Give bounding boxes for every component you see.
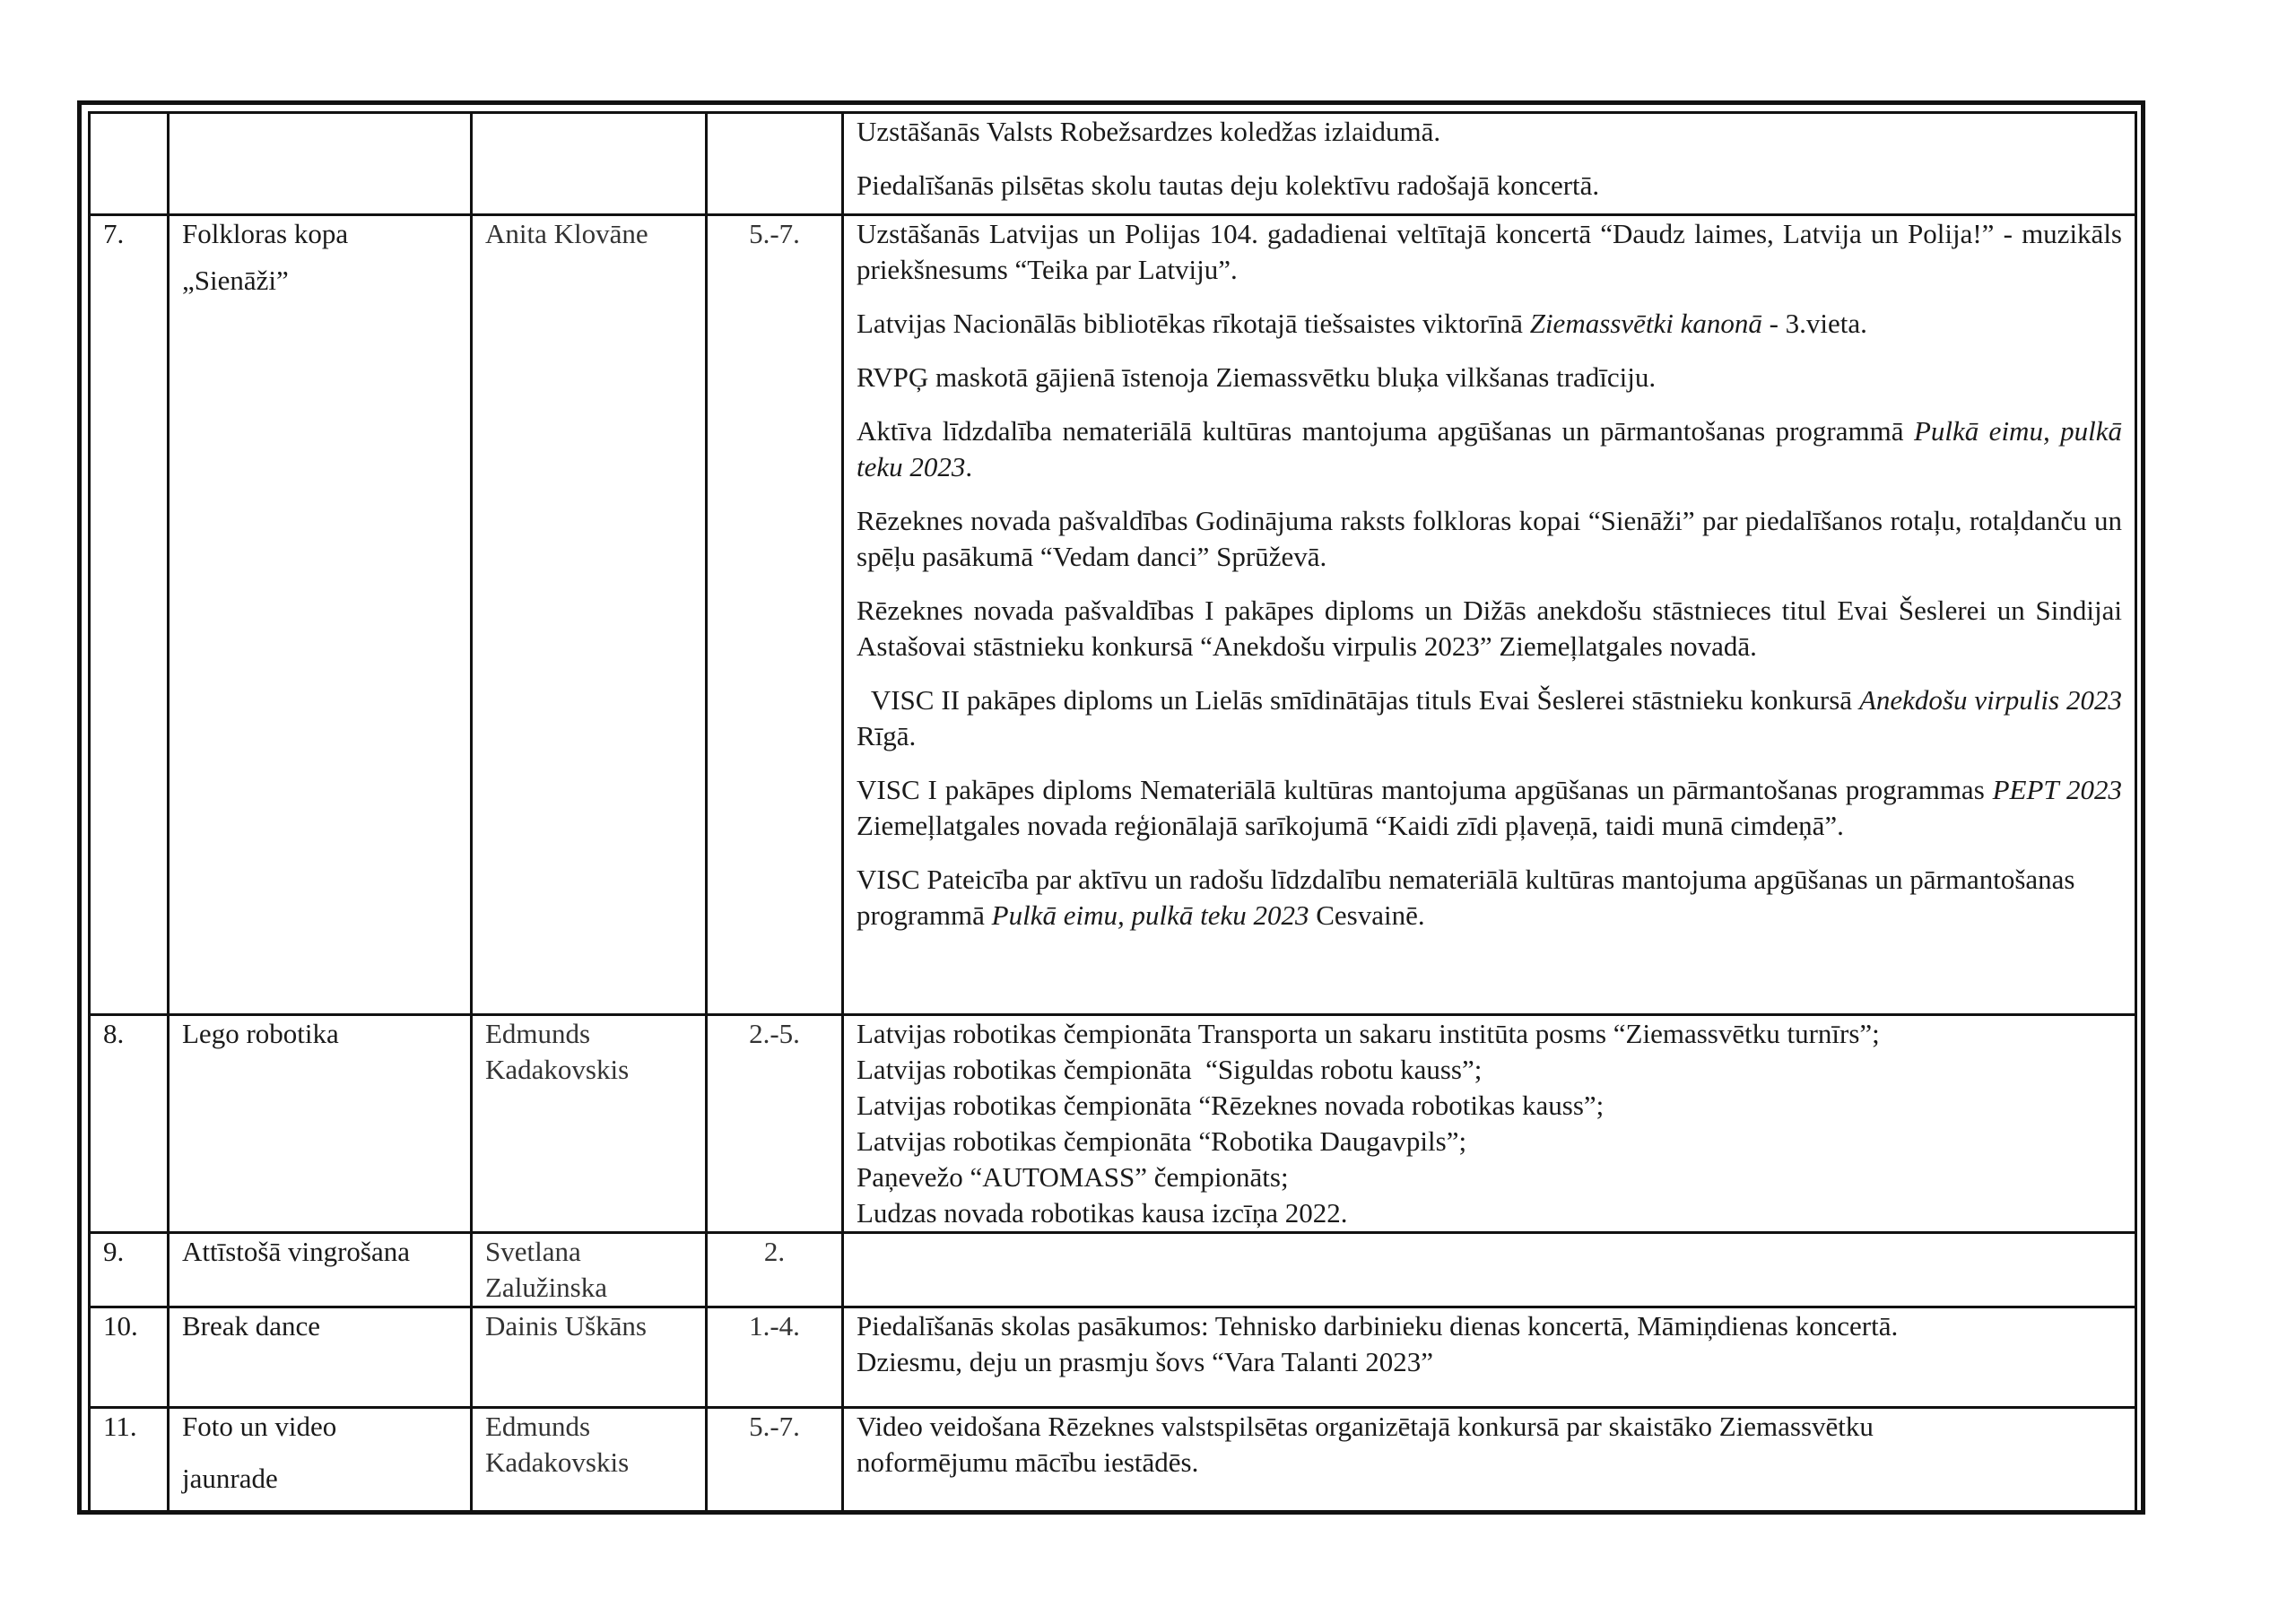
achievement-paragraph [857,772,2122,844]
text-run: Aktīva līdzdalība nemateriālā kultūras mantojuma apgūšanas un pārmantošanas programmā [857,415,1914,447]
text-run: VISC Pateicība par aktīvu un radošu līdzdalību nemateriālā kultūras mantojuma apgūšanas un pārmantošanas programmā [857,864,2075,931]
activity-name-cell: Attīstošā vingrošana [169,1233,472,1307]
leader-cell [472,1233,707,1307]
achievement-line: Ludzas novada robotikas kausa izcīņa 2022. [857,1197,1348,1229]
text-run: Latvijas Nacionālās bibliotēkas rīkotajā tiešsaistes viktorīnā [857,308,1530,339]
achievement-line: Latvijas robotikas čempionāta “Siguldas robotu kauss”; [857,1054,1483,1085]
activity-name: Folkloras kopa [182,218,349,249]
classes-cell [707,113,843,215]
achievement-line: Latvijas robotikas čempionāta Transporta un sakaru institūta posms “Ziemassvētku turnīrs”; [857,1018,1880,1049]
leader-name: Zalužinska [485,1272,608,1303]
italic-title: Ziemassvētki kanonā [1529,308,1762,339]
row-number-cell: 10. [90,1307,169,1408]
classes-cell: 2. [707,1233,843,1307]
achievement-paragraph: RVPĢ maskotā gājienā īstenoja Ziemassvētku bluķa vilkšanas tradīciju. [857,361,1657,393]
activity-name: Foto un video [182,1411,337,1442]
achievement-line: Latvijas robotikas čempionāta “Robotika Daugavpils”; [857,1125,1467,1157]
achievement-paragraph: Rēzeknes novada pašvaldības I pakāpes diploms un Dižās anekdošu stāstnieces titul Evai Šeslerei un Sindijai Astašovai stāstnieku konkursā “Anekdošu virpulis 2023” Ziemeļlatgales novadā. [857,595,2122,662]
achievements-cell [843,215,2136,1015]
activity-name: „Sienāži” [182,265,289,296]
table-row [90,215,2136,1015]
achievement-line: Piedalīšanās skolas pasākumos: Tehnisko darbinieku dienas koncertā, Māmiņdienas koncertā. [857,1310,1899,1342]
achievement-paragraph: Uzstāšanās Latvijas un Polijas 104. gadadienai veltītajā koncertā “Daudz laimes, Latvija un Polija!” - muzikāls priekšnesums “Teika par Latviju”. [857,218,2122,285]
achievement-paragraph: Piedalīšanās pilsētas skolu tautas deju kolektīvu radošajā koncertā. [857,169,1600,201]
achievement-paragraph: Rēzeknes novada pašvaldības Godinājuma raksts folkloras kopai “Sienāži” par piedalīšanos rotaļu, rotaļdanču un spēļu pasākumā “Vedam danci” Sprūževā. [857,505,2122,572]
leader-cell [472,1015,707,1233]
activity-name-cell [169,1408,472,1514]
achievements-cell [843,1233,2136,1307]
achievements-cell [843,1015,2136,1233]
text-run: . [965,451,973,482]
classes-cell: 1.-4. [707,1307,843,1408]
achievement-paragraph: Uzstāšanās Valsts Robežsardzes koledžas izlaidumā. [857,116,1441,147]
table-row [90,1408,2136,1514]
achievement-paragraph [857,682,2129,754]
leader-cell [472,113,707,215]
row-number-cell: 11. [90,1408,169,1514]
achievement-line: Video veidošana Rēzeknes valstspilsētas organizētajā konkursā par skaistāko Ziemassvētku [857,1411,1874,1442]
row-number-cell: 7. [90,215,169,1015]
leader-name: Svetlana [485,1236,581,1267]
activity-name: jaunrade [182,1463,278,1494]
achievement-line: Paņevežo “AUTOMASS” čempionāts; [857,1161,1289,1193]
italic-title: PEPT 2023 [1992,774,2122,805]
achievement-line: noformējumu mācību iestādēs. [857,1446,1199,1478]
achievement-line: Dziesmu, deju un prasmju šovs “Vara Talanti 2023” [857,1346,1433,1377]
text-run: Cesvainē. [1309,899,1425,931]
classes-cell: 2.-5. [707,1015,843,1233]
achievement-paragraph [857,862,2122,934]
italic-title: Pulkā eimu, pulkā teku 2023 [991,899,1309,931]
achievement-line: Latvijas robotikas čempionāta “Rēzeknes novada robotikas kauss”; [857,1090,1605,1121]
achievements-cell [843,1408,2136,1514]
classes-cell: 5.-7. [707,215,843,1015]
activity-name-cell: Break dance [169,1307,472,1408]
leader-name: Kadakovskis [485,1446,630,1478]
italic-title: Anekdošu virpulis 2023 [1858,684,2122,716]
text-run: VISC I pakāpes diploms Nemateriālā kultūras mantojuma apgūšanas un pārmantošanas programmas [857,774,1993,805]
achievements-cell [843,113,2136,215]
leader-cell: Anita Klovāne [472,215,707,1015]
text-run: Ziemeļlatgales novada reģionālajā sarīkojumā “Kaidi zīdi pļaveņā, taidi munā cimdeņā”. [857,810,1844,841]
table-row [90,1015,2136,1233]
italic-title: Pulkā eimu, pulkā teku 2023 [857,415,2122,482]
leader-cell [472,1408,707,1514]
table-row [90,1233,2136,1307]
activity-name-cell: Lego robotika [169,1015,472,1233]
leader-name: Edmunds [485,1411,591,1442]
text-run: Rīgā. [857,684,2129,751]
activity-name-cell [169,113,472,215]
leader-name: Edmunds [485,1018,591,1049]
row-number-cell: 8. [90,1015,169,1233]
classes-cell: 5.-7. [707,1408,843,1514]
row-number-cell: 9. [90,1233,169,1307]
leader-cell: Dainis Uškāns [472,1307,707,1408]
text-run: - 3.vieta. [1761,308,1867,339]
activities-table [88,111,2137,1515]
activity-name-cell [169,215,472,1015]
row-number-cell [90,113,169,215]
achievement-paragraph [857,306,2122,342]
table-row [90,113,2136,215]
table-row [90,1307,2136,1408]
achievement-paragraph [857,413,2122,485]
achievements-cell [843,1307,2136,1408]
text-run: VISC II pakāpes diploms un Lielās smīdinātājas tituls Evai Šeslerei stāstnieku konkursā [857,684,1859,716]
leader-name: Kadakovskis [485,1054,630,1085]
